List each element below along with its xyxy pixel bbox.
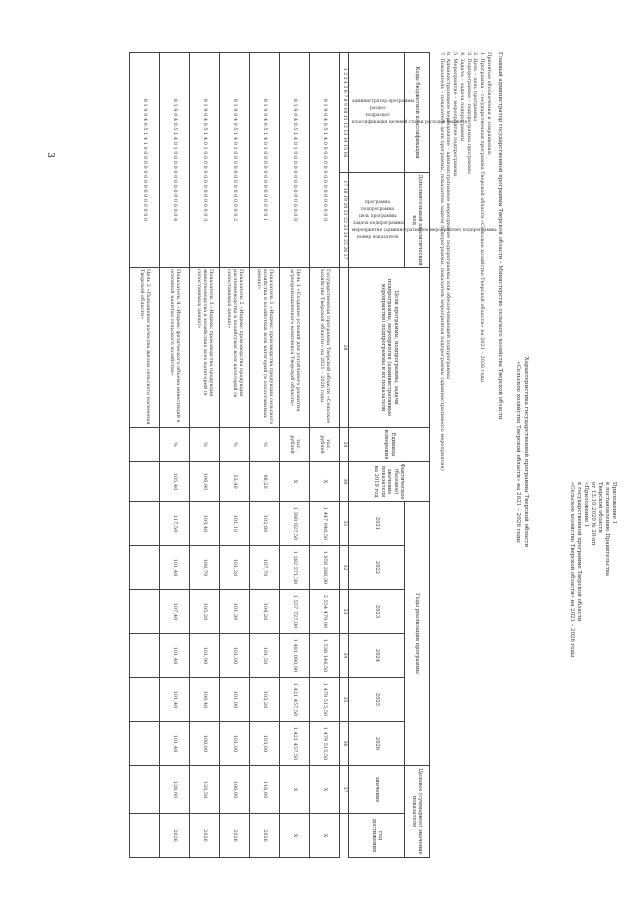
vheader: классификация целевой статьи расходов бюджета [352, 120, 468, 126]
row-code: 8 1 9 0 4 0 5 1 4 0 1 0 0 0 0 0 0 0 0 0 0 0 0 0 0 0 [280, 53, 310, 268]
row-unit: тыс. рублей [280, 428, 310, 462]
row-value: 101,40 [160, 722, 190, 766]
row-base: 98,20 [250, 462, 280, 502]
row-value: 100,40 [190, 678, 220, 722]
year-header: 2023 [349, 590, 405, 634]
column-number: 30 [340, 462, 349, 502]
row-value: 1 658 286,30 [310, 546, 340, 590]
row-value: 106,70 [190, 546, 220, 590]
row-value: 107,40 [160, 590, 190, 634]
table-row [190, 53, 220, 858]
row-unit [130, 428, 160, 462]
row-target-value: Х [280, 766, 310, 814]
vheader: раздел [370, 106, 386, 112]
row-target-value: 106,00 [220, 766, 250, 814]
row-value: 100,00 [190, 722, 220, 766]
row-target-year: 2026 [250, 814, 280, 858]
row-target-year: 2026 [220, 814, 250, 858]
row-value: 103,20 [250, 678, 280, 722]
table-row [220, 53, 250, 858]
vheader: номер показателя [357, 234, 399, 240]
vheader: подраздел [366, 113, 390, 119]
row-unit: % [160, 428, 190, 462]
year-header: 2026 [349, 722, 405, 766]
column-number: 36 [340, 722, 349, 766]
row-value: 1 557 727,00 [280, 590, 310, 634]
row-unit: % [250, 428, 280, 462]
legend-item: 1. Программа – государственная программа Тверской области «Сельское хозяйство Тверской области» на 2021 – 2026 годы [479, 52, 486, 383]
column-number: 28 [340, 268, 349, 428]
row-value: 1 447 040,50 [310, 502, 340, 546]
row-goal: Цель 1 «Создание условий для устойчивого развития агропромышленного комплекса Тверской области» [280, 268, 310, 428]
row-value [130, 722, 160, 766]
row-goal: Показатель 3 «Индекс производства продукции животноводства в хозяйствах всех категорий (в сопоставимых ценах)» [190, 268, 220, 428]
row-value: 102,80 [250, 502, 280, 546]
row-base: Х [280, 462, 310, 502]
vheader: мероприятие (административное мероприятие) подпрограммы [352, 227, 497, 233]
header-target: Целевое (суммарное) значение показателя [405, 766, 430, 858]
row-value: 103,00 [250, 722, 280, 766]
row-code: 8 1 9 0 4 0 5 1 4 0 1 0 0 0 0 0 0 0 0 0 0 0 0 0 0 3 [190, 53, 220, 268]
row-target-value [130, 766, 160, 814]
annex-line: «Приложение 1 [582, 482, 589, 528]
row-value: 101,10 [220, 502, 250, 546]
table-row [130, 53, 160, 858]
legend-item: 6. Административное мероприятие – административное мероприятие подпрограммы или обеспечивающей подпрограммы [445, 52, 452, 380]
annex-line: к государственной программе Тверской области [575, 482, 582, 622]
row-value [130, 590, 160, 634]
legend-item: 4. Задача – задача подпрограммы [459, 52, 465, 142]
table-row [280, 53, 310, 858]
header-years-group: Годы реализации программы [405, 502, 430, 766]
row-value [130, 678, 160, 722]
row-base: 106,90 [190, 462, 220, 502]
row-value: 1 282 271,30 [280, 546, 310, 590]
row-value: 101,40 [160, 546, 190, 590]
row-value: 1 479 515,50 [310, 722, 340, 766]
title-line-2: «Сельское хозяйство Тверской области» на 2021 – 2026 годы [515, 361, 522, 543]
row-goal: Цель 2 «Повышение качества жизни сельского населения Тверской области» [130, 268, 160, 428]
table-row [310, 53, 340, 858]
annex-line: от 13.10.2020 № 20-пп [589, 482, 596, 546]
row-value: 101,00 [220, 634, 250, 678]
column-numbers-additional: 17 18 19 20 21 22 23 24 25 26 27 [340, 173, 349, 268]
vheader: администратор программы [352, 99, 415, 105]
header-unit: Единица измерения [349, 428, 430, 462]
row-value: 1 421 457,50 [280, 678, 310, 722]
row-base: 53,40 [220, 462, 250, 502]
row-value: 101,30 [220, 590, 250, 634]
row-value: 101,40 [160, 678, 190, 722]
annex-line: Тверской области [596, 482, 603, 533]
row-target-year: Х [280, 814, 310, 858]
row-goal: Государственная программа Тверской области «Сельское хозяйство Тверской области» на 2021 – 2026 годы [310, 268, 340, 428]
row-value [130, 546, 160, 590]
row-value: 101,90 [190, 634, 220, 678]
vheader: цель программы [359, 213, 397, 219]
column-number: 33 [340, 590, 349, 634]
row-target-year: Х [310, 814, 340, 858]
column-numbers-budget: 1 2 3 4 5 6 7 8 9 10 11 12 13 14 15 16 [340, 53, 349, 173]
column-number: 34 [340, 634, 349, 678]
row-unit: % [220, 428, 250, 462]
table-row [250, 53, 280, 858]
row-base [130, 462, 160, 502]
legend-item: 2. Цель – цель программы [472, 52, 479, 122]
row-code: 8 1 9 0 4 0 5 1 4 0 1 0 0 0 0 0 0 0 0 0 0 0 0 0 0 1 [250, 53, 280, 268]
row-value: 107,70 [250, 546, 280, 590]
row-target-value: 116,00 [250, 766, 280, 814]
header-base-value: Фактическое (базовое) значение показателя на 2019 год [349, 462, 430, 502]
column-number: 32 [340, 546, 349, 590]
row-value: 103,40 [190, 502, 220, 546]
row-value [130, 502, 160, 546]
row-value: 101,00 [220, 678, 250, 722]
annex-block [568, 482, 617, 782]
row-code: 8 1 9 0 4 0 5 1 4 0 1 0 0 0 0 0 0 0 0 0 0 0 0 0 0 2 [220, 53, 250, 268]
row-value: 101,00 [220, 722, 250, 766]
row-value: 101,50 [250, 634, 280, 678]
rotated-document-sheet [15, 12, 625, 892]
row-target-year: 2026 [160, 814, 190, 858]
row-target-value: Х [310, 766, 340, 814]
year-header: 2024 [349, 634, 405, 678]
row-target-year [130, 814, 160, 858]
row-value: 1 479 515,50 [310, 678, 340, 722]
column-numbers-row [340, 53, 349, 858]
legend-item: 7. Показатель – показатель цели программы, показатель задачи подпрограммы, показатель мероприятия подпрограммы (административного мероприятия) [438, 52, 445, 471]
row-value: 117,50 [160, 502, 190, 546]
year-header: 2022 [349, 546, 405, 590]
row-goal: Показатель 4 «Индекс физического объема инвестиций в основной капитал сельского хозяйства» [160, 268, 190, 428]
row-value: 2 554 470,00 [310, 590, 340, 634]
row-base: Х [310, 462, 340, 502]
annex-line: Приложение 1 [611, 482, 617, 525]
annex-line: «Сельское хозяйство Тверской области» на 2021 – 2026 годы [568, 482, 575, 658]
legend-heading: Принятые обозначения и сокращения: [486, 52, 492, 156]
row-goal: Показатель 2 «Индекс производства продукции растениеводства в хозяйствах всех категорий (в сопоставимых ценах)» [220, 268, 250, 428]
year-header: 2025 [349, 678, 405, 722]
vheader: программа [365, 199, 391, 205]
vheader: задача подпрограммы [352, 220, 404, 226]
row-value: 1 481 090,90 [280, 634, 310, 678]
row-value: 101,40 [160, 634, 190, 678]
row-value: 104,20 [250, 590, 280, 634]
title-line-1: Характеристика государственной программы Тверской области [523, 356, 529, 548]
column-number: 35 [340, 678, 349, 722]
annex-line: к постановлению Правительства [603, 482, 610, 576]
abbreviations-legend [438, 52, 492, 471]
row-code: 8 1 9 0 4 0 5 1 4 1 0 0 0 0 0 0 0 0 0 0 0 0 0 0 0 0 [130, 53, 160, 268]
main-administrator-line: Главный администратор государственной программы Тверской области – Министерство сельского хозяйства Тверской области [497, 52, 503, 420]
row-value: 1 538 146,50 [310, 634, 340, 678]
column-number: 29 [340, 428, 349, 462]
target-value-header: значение [349, 766, 405, 814]
legend-item: 5. Мероприятие – мероприятие подпрограммы [452, 52, 459, 177]
year-header: 2021 [349, 502, 405, 546]
row-base: 105,40 [160, 462, 190, 502]
header-budget-classification: Коды бюджетной классификации [405, 53, 430, 173]
legend-item: 3. Подпрограмма – подпрограмма программы [465, 52, 472, 174]
header-additional-code: Дополнительный аналитический код [405, 173, 430, 268]
document-title [513, 132, 529, 772]
column-number: 31 [340, 502, 349, 546]
target-year-header: год достижения [349, 814, 405, 858]
row-code: 8 1 9 0 4 0 5 1 4 0 1 0 0 0 0 0 0 0 0 0 0 0 0 0 0 4 [160, 53, 190, 268]
row-value: 1 421 457,50 [280, 722, 310, 766]
row-value: 1 390 027,50 [280, 502, 310, 546]
row-code: 8 1 9 0 4 0 5 1 4 0 0 0 0 0 0 0 0 0 0 0 0 0 0 0 0 0 [310, 53, 340, 268]
row-unit: тыс. рублей [310, 428, 340, 462]
row-value: 101,20 [220, 546, 250, 590]
table-row [160, 53, 190, 858]
row-value: 105,20 [190, 590, 220, 634]
row-value [130, 634, 160, 678]
row-target-value: 120,50 [190, 766, 220, 814]
page-number: 3 [44, 152, 55, 158]
row-target-year: 2026 [190, 814, 220, 858]
header-goals: Цели программы, подпрограммы, задачи подпрограммы, мероприятия (административные мероприятия) подпрограммы и их показатели [349, 268, 430, 428]
column-number: 37 [340, 766, 349, 814]
row-target-value: 126,00 [160, 766, 190, 814]
row-goal: Показатель 1 «Индекс производства продукции сельского хозяйства в хозяйствах всех категорий (в сопоставимых ценах)» [250, 268, 280, 428]
vheader: подпрограмма [361, 206, 395, 212]
row-unit: % [190, 428, 220, 462]
